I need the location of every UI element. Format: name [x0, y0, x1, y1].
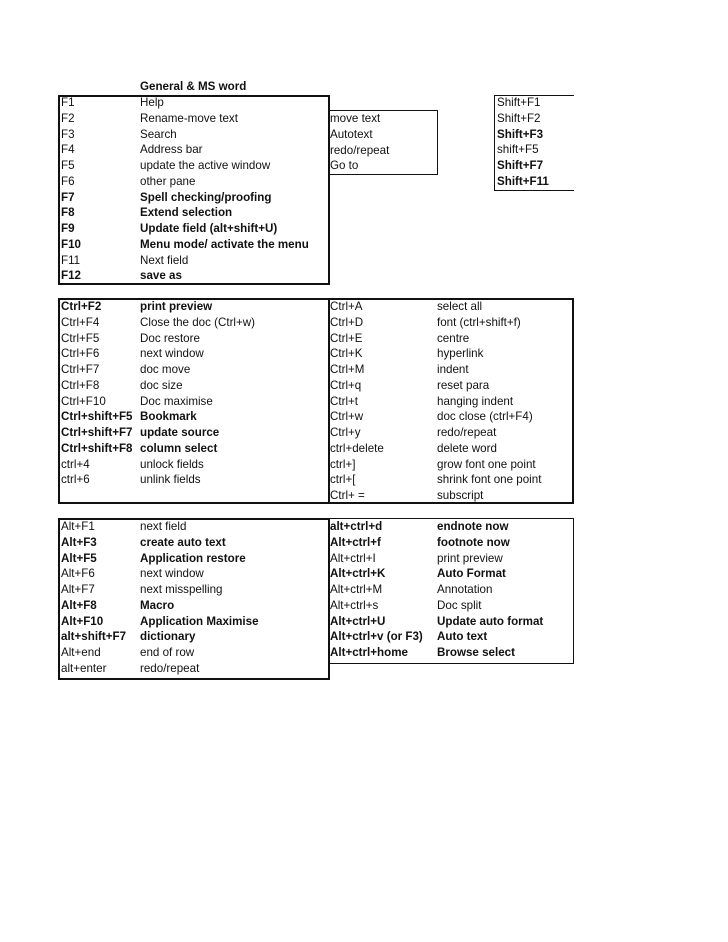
ctrl-shortcut-key: Ctrl+A	[330, 300, 363, 313]
ctrl-shortcut-key: ctrl+[	[330, 473, 356, 487]
alt-shortcut-key: Alt+end	[61, 646, 101, 659]
alt-shortcut-desc: Application Maximise	[140, 614, 259, 628]
alt-shortcut-key: Alt+F10	[61, 614, 104, 628]
ctrl-shortcut-desc: next window	[140, 347, 204, 361]
alt-shortcut-key: Alt+ctrl+s	[330, 598, 379, 612]
ctrl-shortcut-desc: centre	[437, 331, 470, 345]
ctrl-shortcut-desc: doc size	[140, 378, 183, 392]
ctrl-shortcut-key: Ctrl+q	[330, 378, 362, 392]
alt-shortcut-desc: Auto text	[437, 630, 488, 644]
ctrl-shortcut-key: Ctrl+F7	[61, 363, 100, 376]
function-key-desc: update the active window	[140, 159, 271, 172]
function-key-key: F5	[61, 159, 75, 172]
section-title: General & MS word	[140, 80, 247, 93]
ctrl-shortcut-key: ctrl+6	[61, 473, 90, 487]
ctrl-shortcut-key: Ctrl+E	[330, 331, 363, 345]
alt-shortcut-desc: footnote now	[437, 535, 510, 549]
function-key-key: F10	[61, 237, 81, 251]
alt-shortcut-desc: print preview	[437, 551, 503, 565]
alt-shortcut-key: Alt+F7	[61, 583, 95, 596]
alt-shortcut-key: Alt+ctrl+I	[330, 551, 376, 565]
ctrl-shortcut-key: ctrl+4	[61, 457, 90, 471]
ctrl-shortcut-desc: unlock fields	[140, 457, 204, 471]
alt-shortcut-desc: Doc split	[437, 598, 482, 612]
ctrl-shortcut-desc: shrink font one point	[437, 473, 542, 487]
alt-shortcut-desc: Auto Format	[437, 567, 506, 581]
alt-shortcut-desc: Macro	[140, 598, 175, 612]
alt-shortcut-desc: Update auto format	[437, 614, 544, 628]
function-key-desc: Menu mode/ activate the menu	[140, 237, 309, 251]
ctrl-shortcut-desc: unlink fields	[140, 473, 201, 487]
ctrl-shortcut-desc: doc close (ctrl+F4)	[437, 410, 533, 424]
shift-key: shift+F5	[497, 143, 539, 157]
shift-key: Shift+F7	[497, 159, 544, 172]
ctrl-shortcut-key: ctrl+]	[330, 457, 356, 471]
ctrl-shortcut-desc: select all	[437, 300, 483, 313]
ctrl-shortcut-key: Ctrl+shift+F8	[61, 441, 133, 455]
alt-shortcut-key: Alt+F3	[61, 535, 97, 549]
ctrl-shortcut-desc: Bookmark	[140, 410, 197, 424]
alt-shortcut-key: Alt+ctrl+f	[330, 535, 381, 549]
shift-desc: Go to	[330, 159, 359, 173]
ctrl-shortcut-desc: Close the doc (Ctrl+w)	[140, 315, 256, 329]
ctrl-shortcut-key: Ctrl+t	[330, 394, 359, 408]
function-key-key: F11	[61, 253, 81, 267]
ctrl-shortcut-desc: column select	[140, 441, 218, 455]
alt-shortcut-desc: dictionary	[140, 630, 196, 644]
alt-shortcut-key: Alt+ctrl+M	[330, 583, 383, 596]
function-key-desc: Next field	[140, 253, 189, 267]
ctrl-shortcut-key: Ctrl+M	[330, 363, 365, 376]
function-key-key: F3	[61, 127, 75, 141]
ctrl-shortcut-key: Ctrl+F5	[61, 331, 100, 345]
alt-shortcut-desc: Annotation	[437, 583, 493, 596]
ctrl-shortcut-key: Ctrl+y	[330, 426, 361, 439]
alt-shortcut-key: Alt+ctrl+home	[330, 646, 408, 659]
function-key-desc: Help	[140, 96, 164, 109]
shift-key: Shift+F1	[497, 96, 541, 109]
ctrl-shortcut-key: Ctrl+shift+F7	[61, 426, 133, 439]
shift-key: Shift+F11	[497, 174, 549, 188]
ctrl-shortcut-desc: print preview	[140, 300, 213, 313]
alt-shortcut-key: Alt+F1	[61, 520, 95, 533]
ctrl-shortcut-desc: update source	[140, 426, 220, 439]
ctrl-shortcut-desc: subscript	[437, 489, 484, 502]
alt-shortcut-key: Alt+ctrl+v (or F3)	[330, 630, 423, 644]
function-key-desc: Rename-move text	[140, 111, 238, 125]
alt-shortcut-key: Alt+F8	[61, 598, 97, 612]
ctrl-shortcut-key: Ctrl+F6	[61, 347, 100, 361]
ctrl-shortcut-key: ctrl+delete	[330, 441, 384, 455]
function-key-key: F6	[61, 174, 75, 188]
alt-shortcut-desc: next misspelling	[140, 583, 223, 596]
function-key-desc: Update field (alt+shift+U)	[140, 222, 278, 235]
ctrl-shortcut-desc: doc move	[140, 363, 191, 376]
ctrl-shortcut-key: Ctrl+shift+F5	[61, 410, 133, 424]
ctrl-shortcut-desc: delete word	[437, 441, 497, 455]
shift-desc: Autotext	[330, 127, 373, 141]
alt-shortcut-desc: Application restore	[140, 551, 246, 565]
ctrl-shortcut-desc: grow font one point	[437, 457, 536, 471]
alt-shortcut-key: Alt+F5	[61, 551, 97, 565]
function-key-key: F7	[61, 190, 75, 204]
alt-shortcut-desc: redo/repeat	[140, 661, 200, 675]
ctrl-shortcut-desc: font (ctrl+shift+f)	[437, 315, 521, 329]
alt-shortcut-key: Alt+ctrl+K	[330, 567, 386, 581]
ctrl-shortcut-key: Ctrl+w	[330, 410, 364, 424]
alt-shortcut-key: Alt+F6	[61, 567, 95, 581]
alt-shortcut-desc: create auto text	[140, 535, 226, 549]
alt-shortcut-desc: next window	[140, 567, 204, 581]
ctrl-shortcut-desc: indent	[437, 363, 469, 376]
function-key-desc: save as	[140, 269, 182, 283]
shift-key: Shift+F3	[497, 127, 544, 141]
ctrl-shortcut-key: Ctrl+K	[330, 347, 363, 361]
function-key-key: F2	[61, 111, 75, 125]
alt-shortcut-desc: end of row	[140, 646, 195, 659]
alt-shortcut-key: Alt+ctrl+U	[330, 614, 386, 628]
function-key-key: F9	[61, 222, 75, 235]
function-key-key: F1	[61, 96, 75, 109]
function-key-desc: other pane	[140, 174, 196, 188]
ctrl-shortcut-desc: Doc maximise	[140, 394, 213, 408]
ctrl-shortcut-key: Ctrl+F8	[61, 378, 100, 392]
shift-desc: move text	[330, 112, 381, 125]
ctrl-shortcut-desc: hanging indent	[437, 394, 514, 408]
ctrl-shortcut-key: Ctrl+F10	[61, 394, 106, 408]
ctrl-shortcut-key: Ctrl+D	[330, 315, 364, 329]
ctrl-shortcut-key: Ctrl+F4	[61, 315, 100, 329]
function-key-desc: Search	[140, 127, 177, 141]
ctrl-shortcut-desc: hyperlink	[437, 347, 484, 361]
alt-shortcut-desc: endnote now	[437, 520, 509, 533]
ctrl-shortcut-desc: reset para	[437, 378, 490, 392]
alt-shortcut-key: alt+ctrl+d	[330, 520, 383, 533]
ctrl-shortcut-desc: Doc restore	[140, 331, 200, 345]
function-key-desc: Spell checking/proofing	[140, 190, 272, 204]
shift-desc: redo/repeat	[330, 143, 390, 157]
ctrl-shortcut-key: Ctrl+F2	[61, 300, 102, 313]
alt-shortcut-desc: next field	[140, 520, 187, 533]
function-key-key: F12	[61, 269, 81, 283]
function-key-desc: Extend selection	[140, 206, 233, 220]
function-key-key: F8	[61, 206, 75, 220]
function-key-key: F4	[61, 143, 75, 157]
alt-shortcut-key: alt+shift+F7	[61, 630, 127, 644]
alt-shortcut-key: alt+enter	[61, 661, 107, 675]
function-key-desc: Address bar	[140, 143, 203, 157]
alt-shortcut-desc: Browse select	[437, 646, 515, 659]
ctrl-shortcut-key: Ctrl+ =	[330, 489, 365, 502]
shift-key: Shift+F2	[497, 111, 541, 125]
ctrl-shortcut-desc: redo/repeat	[437, 426, 497, 439]
